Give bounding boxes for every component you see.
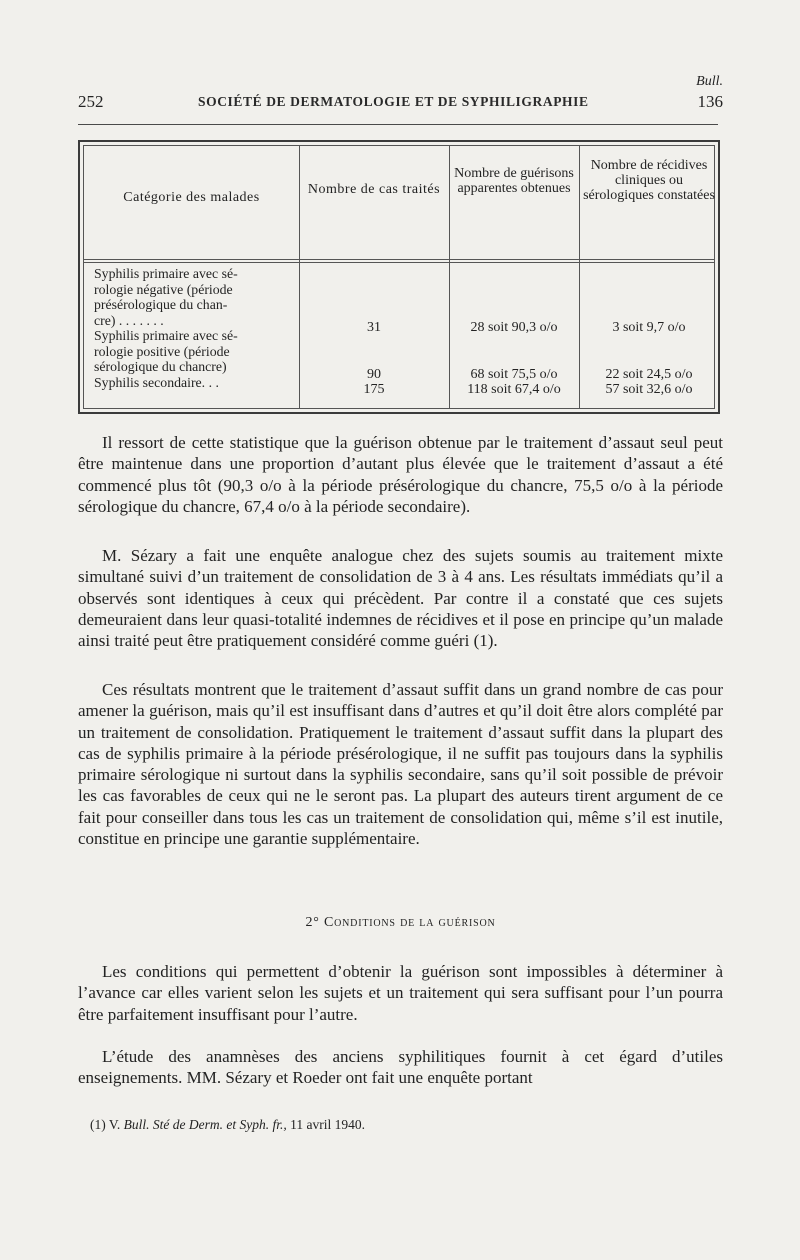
column-header-cases: Nombre de cas traités (307, 182, 441, 197)
table-inner-frame (83, 145, 715, 409)
cell-cases: 175 (363, 382, 385, 397)
column-header-cures: Nombre de guérisons apparentes obtenues (454, 166, 574, 196)
body-paragraph: Ces résultats montrent que le traitement d’assaut suffit dans un grand nombre de cas pour amener la guérison, mais qu’il est insuffisant dans d’autres et qu’il doit être alors complété par un traitement de consolidation. Pratiquement le traitement d’assaut suffit dans la plupart des cas de syphilis primaire à la période présérologique, il ne suffit pas toujours dans la syphilis primaire sérologique ni surtout dans la syphilis secondaire, sans qu’il soit possible de prévoir les cas favorables de ceux qui ne le seront pas. La plupart des auteurs tirent argument de ce fait pour conseiller dans tous les cas un traitement de consolidation qui, même s’il est inutile, constitue en principe une garantie supplémentaire. (78, 680, 723, 849)
category-line: Syphilis primaire avec sé- (94, 328, 238, 343)
body-paragraph: Les conditions qui permettent d’obtenir la guérison sont impossibles à déterminer à l’avance car elles varient selon les sujets et un traitement qui sera suffisant pour l’un pourra être parfaitement insuffisant pour l’autre. (78, 962, 723, 1024)
category-line: cre) . . . . . . . (94, 312, 164, 328)
statistics-table (78, 140, 720, 414)
bulletin-number: 136 (697, 92, 723, 111)
cell-cases: 90 (367, 367, 381, 382)
cell-cases: 31 (367, 320, 381, 335)
cell-cures: 118 soit 67,4 o/o (467, 382, 561, 397)
footnote-prefix: (1) V. (90, 1117, 121, 1132)
body-paragraph: L’étude des anamnèses des anciens syphilitiques fournit à cet égard d’utiles enseignements. MM. Sézary et Roeder ont fait une enquête portant (78, 1047, 723, 1088)
cell-cures: 68 soit 75,5 o/o (470, 367, 558, 382)
cell-relapses: 57 soit 32,6 o/o (605, 382, 693, 397)
header-divider (84, 259, 714, 260)
header-divider (84, 262, 714, 263)
footnote (90, 1117, 720, 1133)
cell-relapses: 22 soit 24,5 o/o (605, 367, 693, 382)
cell-relapses: 3 soit 9,7 o/o (612, 320, 686, 335)
body-paragraph: Il ressort de cette statistique que la guérison obtenue par le traitement d’assaut seul peut être maintenue dans une proportion d’autant plus élevée que le traitement d’assaut a été commencé plus tôt (90,3 o/o à la période présérologique du chancre, 75,5 o/o à la période sérologique du chancre, 67,4 o/o à la période secondaire). (78, 433, 723, 516)
category-line: rologie positive (période (94, 343, 230, 359)
header-rule (78, 124, 718, 125)
category-line: rologie négative (période (94, 281, 233, 297)
column-header-category: Catégorie des malades (123, 190, 260, 205)
category-line: sérologique du chancre) (94, 359, 227, 374)
running-header (78, 92, 723, 112)
category-line: Syphilis primaire avec sé- (94, 266, 238, 281)
section-heading: 2° Conditions de la guérison (305, 915, 496, 930)
cell-cures: 28 soit 90,3 o/o (470, 320, 558, 335)
page-number: 252 (78, 92, 104, 111)
category-line: Syphilis secondaire. . . (94, 374, 219, 390)
footnote-date: 11 avril 1940. (290, 1117, 365, 1132)
footnote-reference: Bull. Sté de Derm. et Syph. fr., (123, 1117, 287, 1132)
column-header-relapses: Nombre de récidives cliniques ou sérologiques constatées (583, 158, 715, 203)
journal-title: SOCIÉTÉ DE DERMATOLOGIE ET DE SYPHILIGRAPHIE (198, 94, 589, 109)
category-line: présérologique du chan- (94, 297, 228, 312)
category-cell (94, 266, 297, 390)
body-paragraph: M. Sézary a fait une enquête analogue chez des sujets soumis au traitement mixte simultané suivi d’un traitement de consolidation de 3 à 4 ans. Les résultats immédiats qu’il a observés sont identiques à ceux qui précèdent. Par contre il a constaté que ces sujets demeuraient dans leur quasi-totalité indemnes de récidives et il pose en principe qu’un malade ainsi traité peut être pratiquement considéré comme guéri (1). (78, 546, 723, 651)
bulletin-label: Bull. (696, 74, 723, 89)
